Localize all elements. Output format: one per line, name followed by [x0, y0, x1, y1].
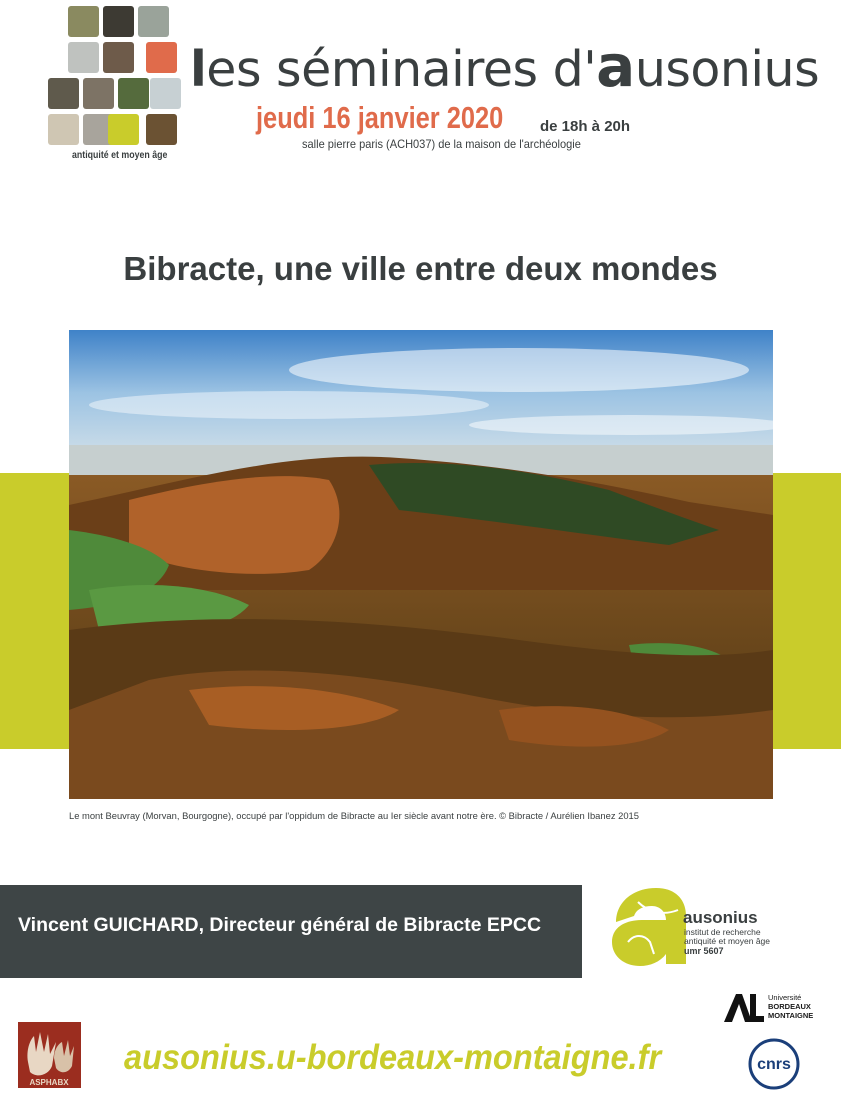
cnrs-logo	[748, 1038, 800, 1090]
mosaic-tile	[83, 78, 114, 109]
mosaic-tile	[118, 78, 149, 109]
ausonius-logo-sub-line: institut de recherche	[684, 927, 761, 937]
event-date: jeudi 16 janvier 2020	[256, 100, 504, 135]
ubm-line: MONTAIGNE	[768, 1011, 814, 1020]
series-title	[190, 32, 820, 100]
mosaic-tile	[48, 114, 79, 145]
mosaic-tile	[146, 42, 177, 73]
mosaic-tile	[108, 114, 139, 145]
event-venue: salle pierre paris (ACH037) de la maison de l'archéologie	[302, 137, 581, 151]
event-time: de 18h à 20h	[540, 118, 631, 135]
ubm-line: BORDEAUX	[768, 1002, 811, 1011]
ausonius-logo-name: ausonius	[683, 908, 758, 927]
talk-title: Bibracte, une ville entre deux mondes	[123, 250, 718, 287]
mosaic-tile	[103, 6, 134, 37]
ausonius-logo-sub-line: antiquité et moyen âge	[684, 936, 771, 946]
ausonius-logo-umr: umr 5607	[684, 946, 724, 956]
series-title-tail: usonius	[634, 41, 820, 98]
photo-caption: Le mont Beuvray (Morvan, Bourgogne), occupé par l'oppidum de Bibracte au Ier siècle avant notre ère. © Bibracte / Aurélien Ibanez 2015	[69, 810, 639, 821]
landscape-illustration	[69, 330, 773, 799]
website-link[interactable]: ausonius.u-bordeaux-montaigne.fr	[124, 1038, 662, 1077]
mosaic-tile	[138, 6, 169, 37]
ausonius-photo-mosaic	[46, 2, 182, 148]
cnrs-logo-text: cnrs	[757, 1056, 791, 1073]
ubm-line: Université	[768, 993, 802, 1002]
mosaic-tile	[68, 42, 99, 73]
landscape-photo	[69, 330, 773, 799]
mosaic-tile	[146, 114, 177, 145]
mosaic-tile	[103, 42, 134, 73]
mosaic-tile	[48, 78, 79, 109]
universite-bordeaux-montaigne-logo	[722, 992, 824, 1024]
asphab-logo	[18, 1022, 81, 1088]
mosaic-tile	[150, 78, 181, 109]
series-title-a: a	[596, 32, 635, 100]
ubm-emblem-icon	[722, 992, 766, 1024]
speaker-name: Vincent GUICHARD, Directeur général de Bibracte EPCC	[18, 914, 542, 936]
series-title-lead: l	[190, 41, 207, 98]
cnrs-emblem-icon	[748, 1038, 800, 1090]
ausonius-logo-subtitle	[684, 928, 770, 946]
hand-prints-icon	[18, 1022, 81, 1088]
series-title-mid: es séminaires d'	[206, 41, 597, 98]
asphab-logo-text: ASPHABX	[29, 1078, 69, 1087]
mosaic-tile	[68, 6, 99, 37]
tagline: antiquité et moyen âge	[72, 150, 168, 161]
